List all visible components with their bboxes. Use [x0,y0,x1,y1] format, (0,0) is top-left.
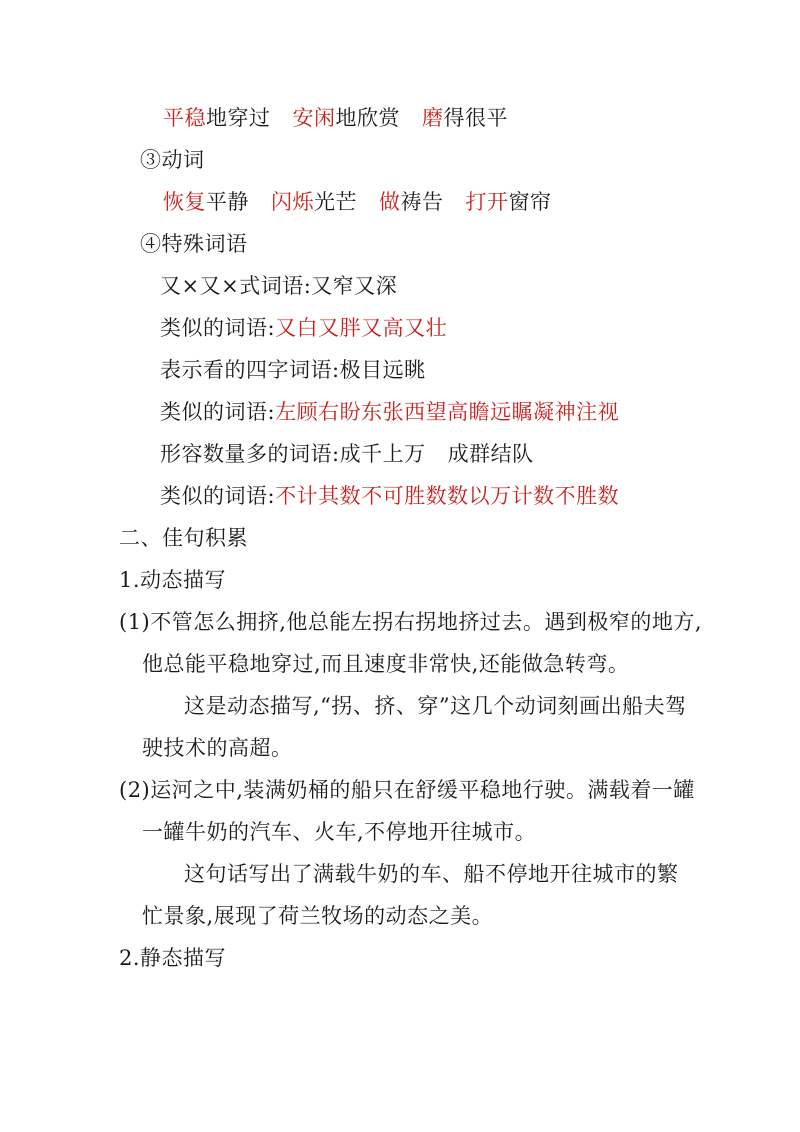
sentence-1-note-1: 这是动态描写,“拐、挤、穿”这几个动词刻画出船夫驾 [184,694,687,718]
special-line-2 [160,313,447,343]
verbs-row [163,187,552,217]
adj-rest-3: 得很平 [443,106,508,130]
quantity-words-b: 成群结队 [447,442,534,466]
adj-word-2: 安闲 [292,106,336,130]
verb-word-2: 闪烁 [271,190,314,214]
verb-word-3: 做 [379,190,401,214]
similar-label-1: 类似的词语: [160,316,276,340]
section-heading: 二、佳句积累 [119,526,248,550]
sentence-2-note-2: 忙景象,展现了荷兰牧场的动态之美。 [142,904,494,928]
adj-word-3: 磨 [422,106,444,130]
similar-label-3: 类似的词语: [160,484,276,508]
special-line-1: 又×又×式词语:又窄又深 [160,274,398,298]
sentence-1-line-1: (1)不管怎么拥挤,他总能左拐右拐地挤过去。遇到极窄的地方, [119,610,703,634]
adj-rest-2: 地欣赏 [335,106,400,130]
adj-rest-1: 地穿过 [206,106,271,130]
similar-answer-3: 不计其数不可胜数数以万计数不胜数 [275,484,620,508]
adj-word-1: 平稳 [163,106,206,130]
verb-rest-1: 平静 [206,190,249,214]
verbs-heading: ③动词 [140,148,205,172]
special-heading: ④特殊词语 [140,232,248,256]
verb-rest-3: 祷告 [400,190,444,214]
special-line-6 [160,481,619,511]
sentence-1-note-2: 驶技术的高超。 [142,736,293,760]
similar-answer-1: 又白又胖又高又壮 [275,316,448,340]
sentence-2-line-2: 一罐牛奶的汽车、火车,不停地开往城市。 [142,820,537,844]
verb-rest-2: 光芒 [314,190,357,214]
sentence-2-line-1: (2)运河之中,装满奶桶的船只在舒缓平稳地行驶。满载着一罐 [119,778,695,802]
special-line-5 [160,439,534,469]
verb-word-4: 打开 [465,190,509,214]
similar-answer-2: 左顾右盼东张西望高瞻远瞩凝神注视 [275,400,620,424]
special-line-4 [160,397,619,427]
sentence-1-line-2: 他总能平稳地穿过,而且速度非常快,还能做急转弯。 [142,652,630,676]
special-line-3: 表示看的四字词语:极目远眺 [160,358,426,382]
subheading-static: 2.静态描写 [119,946,227,970]
verb-rest-4: 窗帘 [508,190,552,214]
verb-word-1: 恢复 [163,190,206,214]
quantity-words-a: 形容数量多的词语:成千上万 [160,442,426,466]
subheading-dynamic: 1.动态描写 [119,568,227,592]
adj-phrases-row [163,103,508,133]
similar-label-2: 类似的词语: [160,400,276,424]
sentence-2-note-1: 这句话写出了满载牛奶的车、船不停地开往城市的繁 [184,862,679,886]
